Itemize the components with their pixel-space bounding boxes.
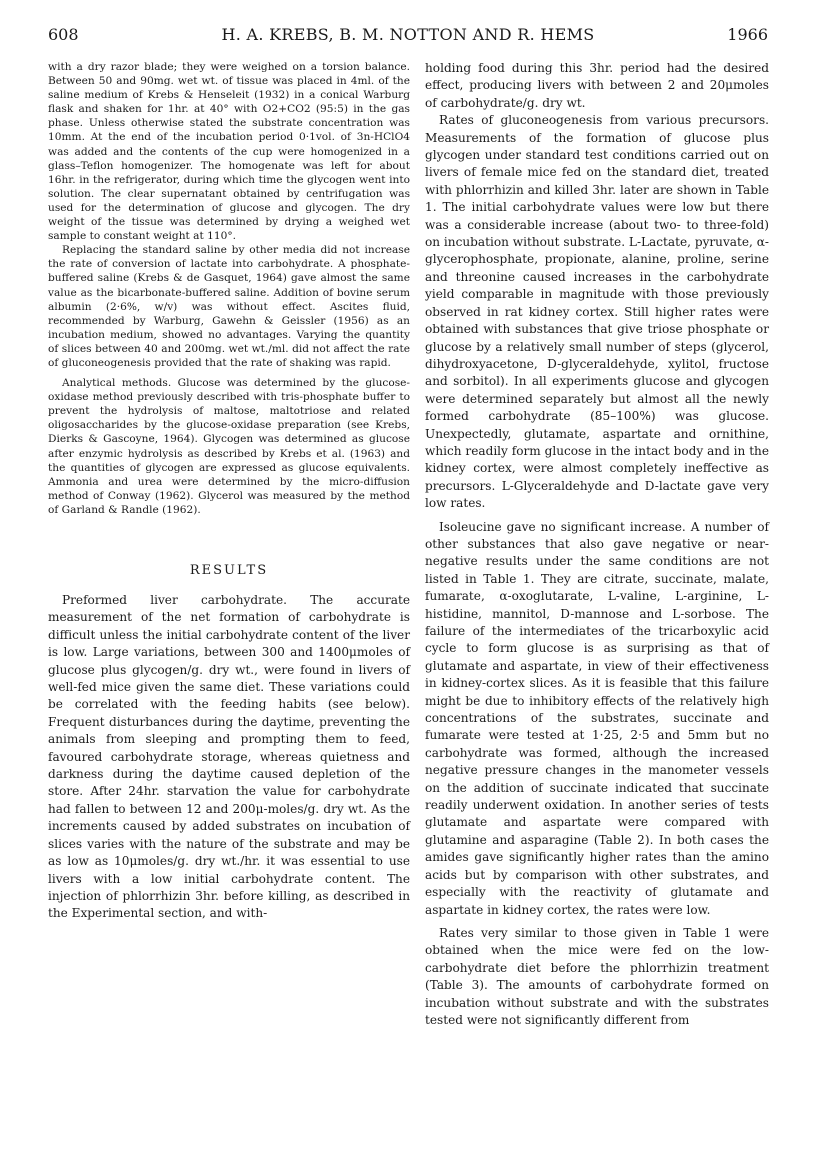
analytical-methods-paragraph: Analytical methods. Glucose was determined by the glucose-oxidase method previously described with tris-phosphate buffer to prevent the hydrolysis of maltose, maltotriose and related oligosaccharides by the glucose-oxidase preparation (see Krebs, Dierks & Gascoyne, 1964). Glycogen was determined as glucose after enzymic hydrolysis as described by Krebs et al. (1963) and the quantities of glycogen are expressed as glucose equivalents. Ammonia and urea were determined by the micro-diffusion method of Conway (1962). Glycerol was measured by the method of Garland & Randle (1962). (48, 377, 410, 516)
year: 1966 (727, 25, 768, 44)
body-paragraph: holding food during this 3hr. period had the desired effect, producing livers with between 2 and 20μmoles of carbohydrate/g. dry wt. (425, 61, 769, 110)
results-paragraph: Preformed liver carbohydrate. The accurate measurement of the net formation of carbohydrate is difficult unless the initial carbohydrate content of the liver is low. Large variations, between 300 and 1400μmoles of glucose plus glycogen/g. dry wt., were found in livers of well-fed mice given the same diet. These variations could be correlated with the feeding habits (see below). Frequent disturbances during the daytime, preventing the animals from sleeping and prompting them to feed, favoured carbohydrate storage, whereas quietness and darkness during the daytime caused depletion of the store. After 24hr. starvation the value for carbohydrate had fallen to between 12 and 200μ-moles/g. dry wt. As the increments caused by added substrates on incubation of slices varies with the nature of the substrate and may be as low as 10μmoles/g. dry wt./hr. it was essential to use livers with a low initial carbohydrate content. The injection of phlorrhizin 3hr. before killing, as described in the Experimental section, and with- (48, 593, 410, 921)
methods-paragraph: Replacing the standard saline by other media did not increase the rate of conversion of lactate into carbohydrate. A phosphate-buffered saline (Krebs & de Gasquet, 1964) gave almost the same value as the bicarbonate-buffered saline. Addition of bovine serum albumin (2·6%, w/v) was without effect. Ascites fluid, recommended by Warburg, Gawehn & Geissler (1956) as an incubation medium, showed no advantages. Varying the quantity of slices between 40 and 200mg. wet wt./ml. did not affect the rate of gluconeogenesis provided that the rate of shaking was rapid. (48, 244, 410, 369)
body-paragraph: Rates very similar to those given in Table 1 were obtained when the mice were fed on the low-carbohydrate diet before the phlorrhizin treatment (Table 3). The amounts of carbohydrate formed on incubation without substrate and with the substrates tested were not significantly different from (425, 925, 769, 1027)
results-heading: RESULTS (189, 563, 269, 578)
right-column (425, 60, 769, 1029)
methods-paragraph: with a dry razor blade; they were weighed on a torsion balance. Between 50 and 90mg. wet wt. of tissue was placed in 4ml. of the saline medium of Krebs & Henseleit (1932) in a conical Warburg flask and shaken for 1hr. at 40° with O2+CO2 (95:5) in the gas phase. Unless otherwise stated the substrate concentration was 10mm. At the end of the incubation period 0·1vol. of 3n-HClO4 was added and the contents of the cup were homogenized in a glass–Teflon homogenizer. The homogenate was left for about 16hr. in the refrigerator, during which time the glycogen went into solution. The clear supernatant obtained by centrifugation was used for the determination of glucose and glycogen. The dry weight of the tissue was determined by drying a weighed wet sample to constant weight at 110°. (48, 61, 410, 243)
left-column (48, 60, 410, 923)
running-header (48, 24, 768, 46)
body-paragraph: Rates of gluconeogenesis from various precursors. Measurements of the formation of glucose plus glycogen under standard test conditions carried out on livers of female mice fed on the standard diet, treated with phlorrhizin and killed 3hr. later are shown in Table 1. The initial carbohydrate values were low but there was a considerable increase (about two- to three-fold) on incubation without substrate. L-Lactate, pyruvate, α-glycerophosphate, propionate, alanine, proline, serine and threonine caused increases in the carbohydrate yield comparable in magnitude with those previously observed in rat kidney cortex. Still higher rates were obtained with substances that give triose phosphate or glucose by a relatively small number of steps (glycerol, dihydroxyacetone, D-glyceraldehyde, xylitol, fructose and sorbitol). In all experiments glucose and glycogen were determined separately but almost all the newly formed carbohydrate (85–100%) was glucose. Unexpectedly, glutamate, aspartate and ornithine, which readily form glucose in the intact body and in the kidney cortex, were almost completely ineffective as precursors. L-Glyceraldehyde and D-lactate gave very low rates. (425, 113, 769, 511)
page-number: 608 (48, 25, 79, 44)
body-paragraph: Isoleucine gave no significant increase. A number of other substances that also gave negative or near-negative results under the same conditions are not listed in Table 1. They are citrate, succinate, malate, fumarate, α-oxoglutarate, L-valine, L-arginine, L-histidine, mannitol, D-mannose and L-sorbose. The failure of the intermediates of the tricarboxylic acid cycle to form glucose is as surprising as that of glutamate and aspartate, in view of their effectiveness in kidney-cortex slices. As it is feasible that this failure might be due to inhibitory effects of the relatively high concentrations of the substrates, succinate and fumarate were tested at 1·25, 2·5 and 5mm but no carbohydrate was formed, although the increased negative pressure changes in the manometer vessels on the addition of succinate indicated that succinate readily underwent oxidation. In another series of tests glutamate and aspartate were compared with glutamine and asparagine (Table 2). In both cases the amides gave significantly higher rates than the amino acids but by comparison with other substrates, and especially with the reactivity of glutamate and aspartate in kidney cortex, the rates were low. (425, 519, 769, 917)
running-authors: H. A. KREBS, B. M. NOTTON AND R. HEMS (221, 25, 595, 44)
